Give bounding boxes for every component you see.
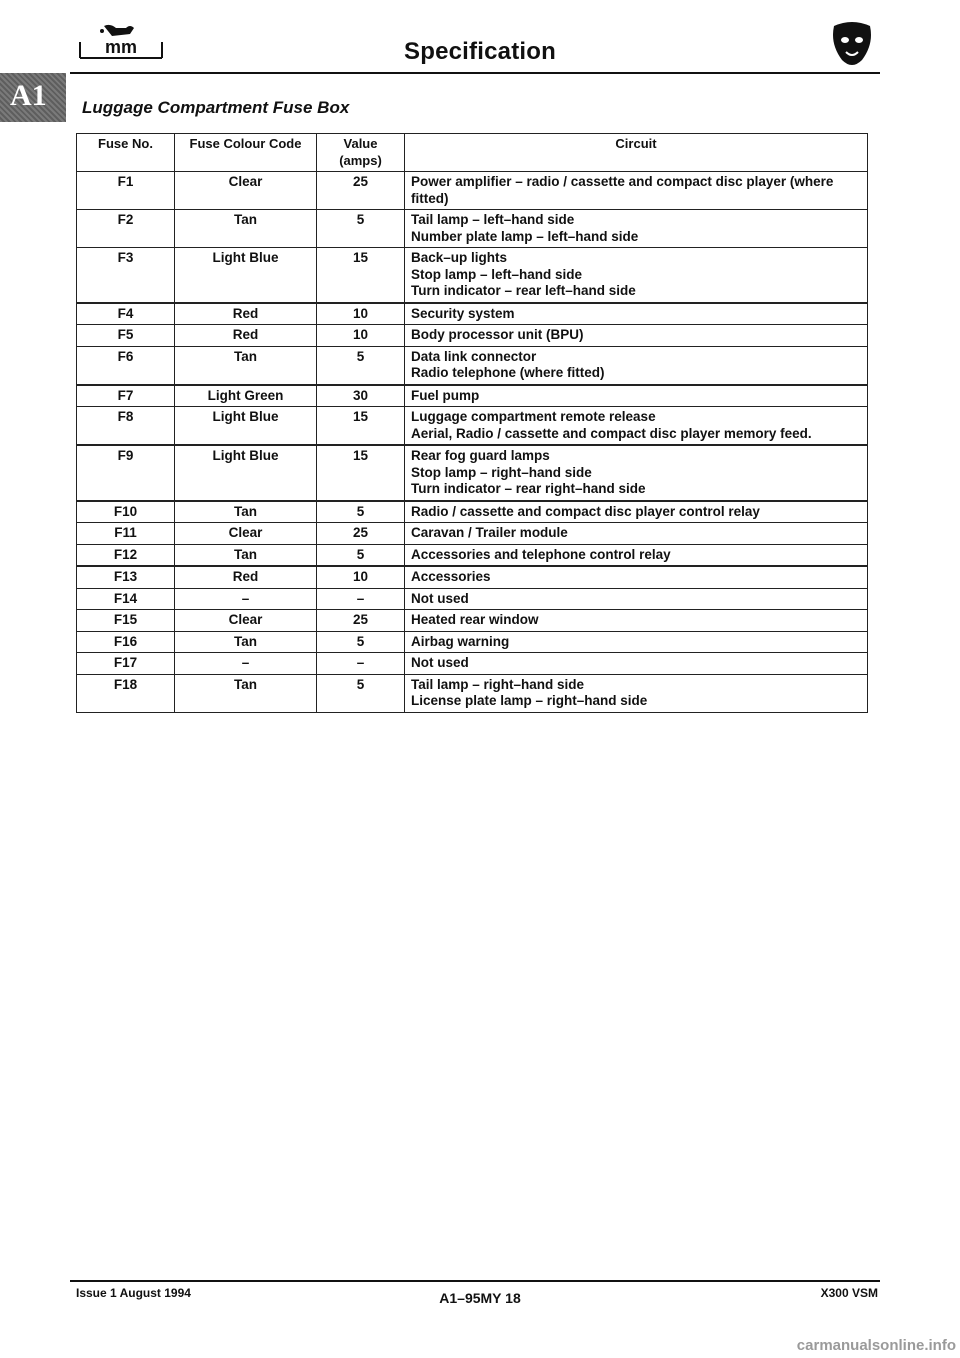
circuit-line: Airbag warning (411, 633, 510, 649)
fuse-value-cell: – (317, 653, 405, 675)
circuit-cell (405, 501, 868, 523)
fuse-number-cell: F13 (77, 566, 175, 588)
table-row (77, 544, 868, 566)
table-row (77, 303, 868, 325)
fuse-colour-cell: Tan (175, 210, 317, 248)
fuse-value-cell: 5 (317, 210, 405, 248)
header-rule (70, 72, 880, 74)
section-badge-label: A1 (10, 79, 47, 112)
fuse-colour-cell: Clear (175, 172, 317, 210)
fuse-table (76, 133, 868, 713)
fuse-colour-cell: Tan (175, 544, 317, 566)
circuit-cell (405, 631, 868, 653)
column-header-value (317, 134, 405, 172)
fuse-colour-cell: Tan (175, 346, 317, 385)
value-header-line2: (amps) (339, 152, 382, 168)
fuse-colour-cell: Light Blue (175, 248, 317, 303)
footer-rule (70, 1280, 880, 1282)
circuit-line: Not used (411, 655, 469, 670)
fuse-colour-cell: Tan (175, 631, 317, 653)
circuit-cell (405, 407, 868, 446)
fuse-number-cell: F10 (77, 501, 175, 523)
table-row (77, 210, 868, 248)
circuit-line: Heated rear window (411, 612, 539, 627)
table-row (77, 248, 868, 303)
table-row (77, 407, 868, 446)
section-title: Luggage Compartment Fuse Box (82, 98, 350, 117)
table-header-row (77, 134, 868, 172)
fuse-colour-cell: Light Green (175, 385, 317, 407)
fuse-value-cell: 5 (317, 346, 405, 385)
fuse-colour-cell: Red (175, 566, 317, 588)
fuse-colour-cell: Red (175, 303, 317, 325)
fuse-number-cell: F9 (77, 445, 175, 501)
circuit-cell (405, 210, 868, 248)
circuit-cell (405, 674, 868, 712)
page-title: Specification (404, 38, 556, 65)
section-badge (0, 73, 66, 122)
fuse-value-cell: 15 (317, 248, 405, 303)
circuit-line: Back–up lights (411, 250, 508, 265)
circuit-cell (405, 325, 868, 347)
circuit-line: Turn indicator – rear right–hand side (411, 481, 646, 496)
column-header-fuse-no: Fuse No. (77, 134, 175, 172)
fuse-number-cell: F5 (77, 325, 175, 347)
circuit-cell (405, 588, 868, 610)
table-row (77, 653, 868, 675)
circuit-cell (405, 566, 868, 588)
fuse-number-cell: F18 (77, 674, 175, 712)
circuit-line: Accessories (411, 569, 491, 584)
fuse-number-cell: F3 (77, 248, 175, 303)
circuit-line: License plate lamp – right–hand side (411, 693, 648, 708)
table-row (77, 674, 868, 712)
table-row (77, 523, 868, 545)
table-row (77, 346, 868, 385)
fuse-colour-cell: Light Blue (175, 445, 317, 501)
fuse-number-cell: F1 (77, 172, 175, 210)
table-row (77, 172, 868, 210)
column-header-circuit: Circuit (405, 134, 868, 172)
fuse-number-cell: F8 (77, 407, 175, 446)
table-row (77, 566, 868, 588)
fuse-value-cell: 10 (317, 566, 405, 588)
fuse-colour-cell: Tan (175, 501, 317, 523)
fuse-number-cell: F4 (77, 303, 175, 325)
circuit-cell (405, 346, 868, 385)
circuit-line: Radio telephone (where fitted) (411, 365, 605, 380)
circuit-cell (405, 172, 868, 210)
circuit-line: Security system (411, 305, 515, 321)
circuit-line: Turn indicator – rear left–hand side (411, 283, 636, 298)
circuit-cell (405, 653, 868, 675)
circuit-line: Stop lamp – right–hand side (411, 464, 592, 480)
table-row (77, 385, 868, 407)
circuit-line: Number plate lamp – left–hand side (411, 228, 639, 244)
circuit-line: Radio / cassette and compact disc player control relay (411, 503, 760, 519)
circuit-line: Not used (411, 590, 469, 606)
circuit-cell (405, 248, 868, 303)
circuit-line: Rear fog guard lamps (411, 448, 550, 463)
circuit-line: Stop lamp – left–hand side (411, 266, 583, 282)
fuse-value-cell: 10 (317, 325, 405, 347)
fuse-value-cell: 15 (317, 407, 405, 446)
circuit-cell (405, 544, 868, 566)
circuit-line: Body processor unit (BPU) (411, 327, 584, 342)
circuit-line: Luggage compartment remote release (411, 409, 656, 424)
fuse-value-cell: 30 (317, 385, 405, 407)
fuse-value-cell: 25 (317, 610, 405, 632)
circuit-line: Tail lamp – right–hand side (411, 676, 585, 692)
fuse-colour-cell: Clear (175, 523, 317, 545)
table-row (77, 631, 868, 653)
footer-issue: Issue 1 August 1994 (76, 1286, 191, 1300)
fuse-number-cell: F16 (77, 631, 175, 653)
circuit-cell (405, 445, 868, 501)
table-row (77, 610, 868, 632)
fuse-value-cell: 5 (317, 544, 405, 566)
fuse-value-cell: 10 (317, 303, 405, 325)
footer-doc-code: X300 VSM (820, 1286, 878, 1300)
table-row (77, 325, 868, 347)
fuse-colour-cell: Tan (175, 674, 317, 712)
fuse-colour-cell: Clear (175, 610, 317, 632)
table-row (77, 445, 868, 501)
circuit-line: Caravan / Trailer module (411, 525, 568, 540)
fuse-number-cell: F15 (77, 610, 175, 632)
fuse-value-cell: 5 (317, 631, 405, 653)
circuit-line: Accessories and telephone control relay (411, 546, 671, 562)
circuit-cell (405, 303, 868, 325)
table-row (77, 588, 868, 610)
circuit-line: Aerial, Radio / cassette and compact disc player memory feed. (411, 425, 812, 441)
fuse-table-body (77, 172, 868, 713)
fuse-number-cell: F7 (77, 385, 175, 407)
circuit-line: Fuel pump (411, 387, 480, 403)
fuse-value-cell: – (317, 588, 405, 610)
fuse-value-cell: 15 (317, 445, 405, 501)
circuit-line: Power amplifier – radio / cassette and compact disc player (where fitted) (411, 174, 838, 206)
fuse-number-cell: F17 (77, 653, 175, 675)
circuit-cell (405, 385, 868, 407)
fuse-value-cell: 5 (317, 674, 405, 712)
column-header-colour: Fuse Colour Code (175, 134, 317, 172)
watermark: carmanualsonline.info (796, 1337, 956, 1354)
fuse-colour-cell: – (175, 653, 317, 675)
fuse-colour-cell: Light Blue (175, 407, 317, 446)
fuse-number-cell: F6 (77, 346, 175, 385)
mm-label: mm (104, 37, 138, 57)
fuse-number-cell: F12 (77, 544, 175, 566)
circuit-cell (405, 523, 868, 545)
fuse-colour-cell: – (175, 588, 317, 610)
circuit-cell (405, 610, 868, 632)
table-row (77, 501, 868, 523)
footer-page-number: A1–95MY 18 (439, 1290, 521, 1306)
fuse-number-cell: F14 (77, 588, 175, 610)
circuit-line: Tail lamp – left–hand side (411, 212, 575, 227)
fuse-number-cell: F11 (77, 523, 175, 545)
fuse-value-cell: 25 (317, 523, 405, 545)
fuse-value-cell: 5 (317, 501, 405, 523)
jaguar-head-icon (828, 20, 876, 70)
value-header-line1: Value (343, 136, 378, 151)
fuse-number-cell: F2 (77, 210, 175, 248)
fuse-value-cell: 25 (317, 172, 405, 210)
fuse-colour-cell: Red (175, 325, 317, 347)
circuit-line: Data link connector (411, 348, 537, 364)
